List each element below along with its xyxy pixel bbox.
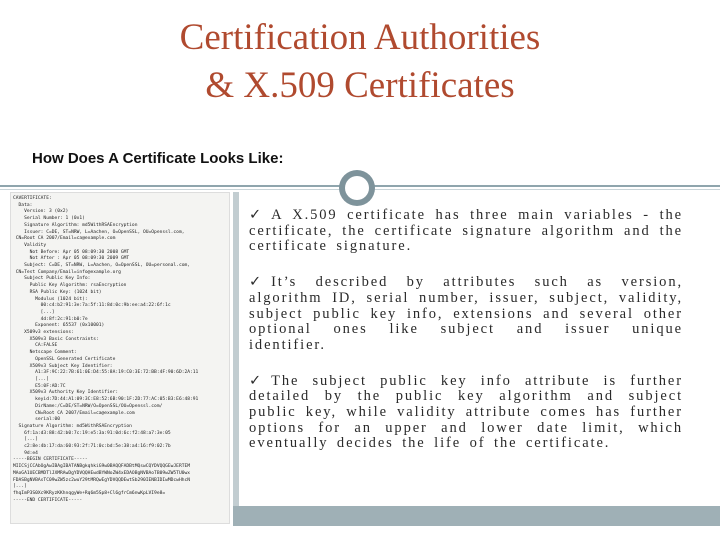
bullet-list xyxy=(249,208,683,472)
slide-title xyxy=(0,14,720,110)
divider-circle-ornament xyxy=(339,170,375,206)
slide-title-line-1: Certification Authorities xyxy=(179,17,541,58)
bullet-item xyxy=(249,275,683,354)
bullet-text: A X.509 certificate has three main variables - the certificate, the certificate signature algorithm and the certificate signature. xyxy=(249,207,683,255)
decorative-sidebar xyxy=(233,192,239,526)
bullet-item xyxy=(249,374,683,453)
certificate-image xyxy=(10,192,230,524)
bullet-text: It’s described by attributes such as version, algorithm ID, serial number, issuer, subject, validity, subject public key info, extensions and several other optional ones like subject and issuer unique identifier. xyxy=(249,274,683,353)
check-icon: ✓ xyxy=(249,207,264,223)
bullet-item xyxy=(249,208,683,255)
check-icon: ✓ xyxy=(249,372,264,389)
bullet-text: The subject public key info attribute is further detailed by the public key algorithm and subject public key, while validity attribute comes has further options for an upper and lower date limit, which eventually decides the life of the certificate. xyxy=(249,372,683,452)
decorative-bottom-bar xyxy=(233,506,720,526)
slide-subtitle: How Does A Certificate Looks Like: xyxy=(32,150,284,167)
slide-title-line-2: & X.509 Certificates xyxy=(205,65,515,106)
check-icon: ✓ xyxy=(249,274,264,291)
certificate-text: CAVERTIFICATE: Data: Version: 3 (0x2) Serial Number: 1 (0x1) Signature Algorithm: md5WithRSAEncryption Issuer: C=DE, ST=NRW, L=Aachen, O=OpenSSL, OU=Openssl.com, CN=Root CA 2007/Email=ca@example.com Validity Not Before: Apr 05 08:09:30 2008 GMT Not After : Apr 05 08:09:30 2009 GMT Subject: C=DE, ST=NRW, L=Aachen, O=OpenSSL, OU=personal.com, CN=Test Company/Email=info@example.org Subject Public Key Info: Public Key Algorithm: rsaEncryption RSA Public Key: (1024 bit) Modulus (1024 bit): 00:c4:b2:91:3e:7a:5f:11:8d:0c:9b:ee:a4:22:6f:1c [...] 4d:8f:2c:91:b0:7e Exponent: 65537 (0x10001) X509v3 extensions: X509v3 Basic Constraints: CA:FALSE Netscape Comment: OpenSSL Generated Certificate X509v3 Subject Key Identifier: A1:3F:9C:22:7B:61:0E:D4:55:8A:19:C0:3E:72:BB:4F:90:6D:2A:11 [...] E5:0F:AD:7C X509v3 Authority Key Identifier: keyid:7D:44:A1:09:3C:E8:52:6B:90:1F:2D:77:AC:05:B3:E6:48:91 DirName:/C=DE/ST=NRW/O=OpenSSL/OU=Openssl.com/ CN=Root CA 2007/Email=ca@example.com serial:00 Signature Algorithm: md5WithRSAEncryption 6f:1a:d3:88:42:b0:7c:19:e5:3a:91:0d:6c:f2:48:a7:3e:05 [...] c2:8e:4b:17:da:60:93:2f:71:0c:bd:5e:38:a4:16:f9:02:7b 9d:e4 -----BEGIN CERTIFICATE----- MIICSjCCAbOgAwIBAgIBATANBgkqhkiG9w0BAQQFADBtMQswCQYDVQQGEwJERTEM MAoGA1UECBMDTlJXMRAwDgYDVQQHEwdBYWNoZW4xEDAOBgNVBAoTB09wZW5TU0wx FDASBgNVBAsTC09wZW5zc2wuY29tMRQwEgYDVQQDEwtSb290IENBIDIwMDcwHhcN [...] fhqImP3S0Xc9KRyzKKhnqgyWe+Rq6m5Sp8+Cl6gfrCm6nwKpLVI9e8= -----END CERTIFICATE----- xyxy=(13,196,199,503)
